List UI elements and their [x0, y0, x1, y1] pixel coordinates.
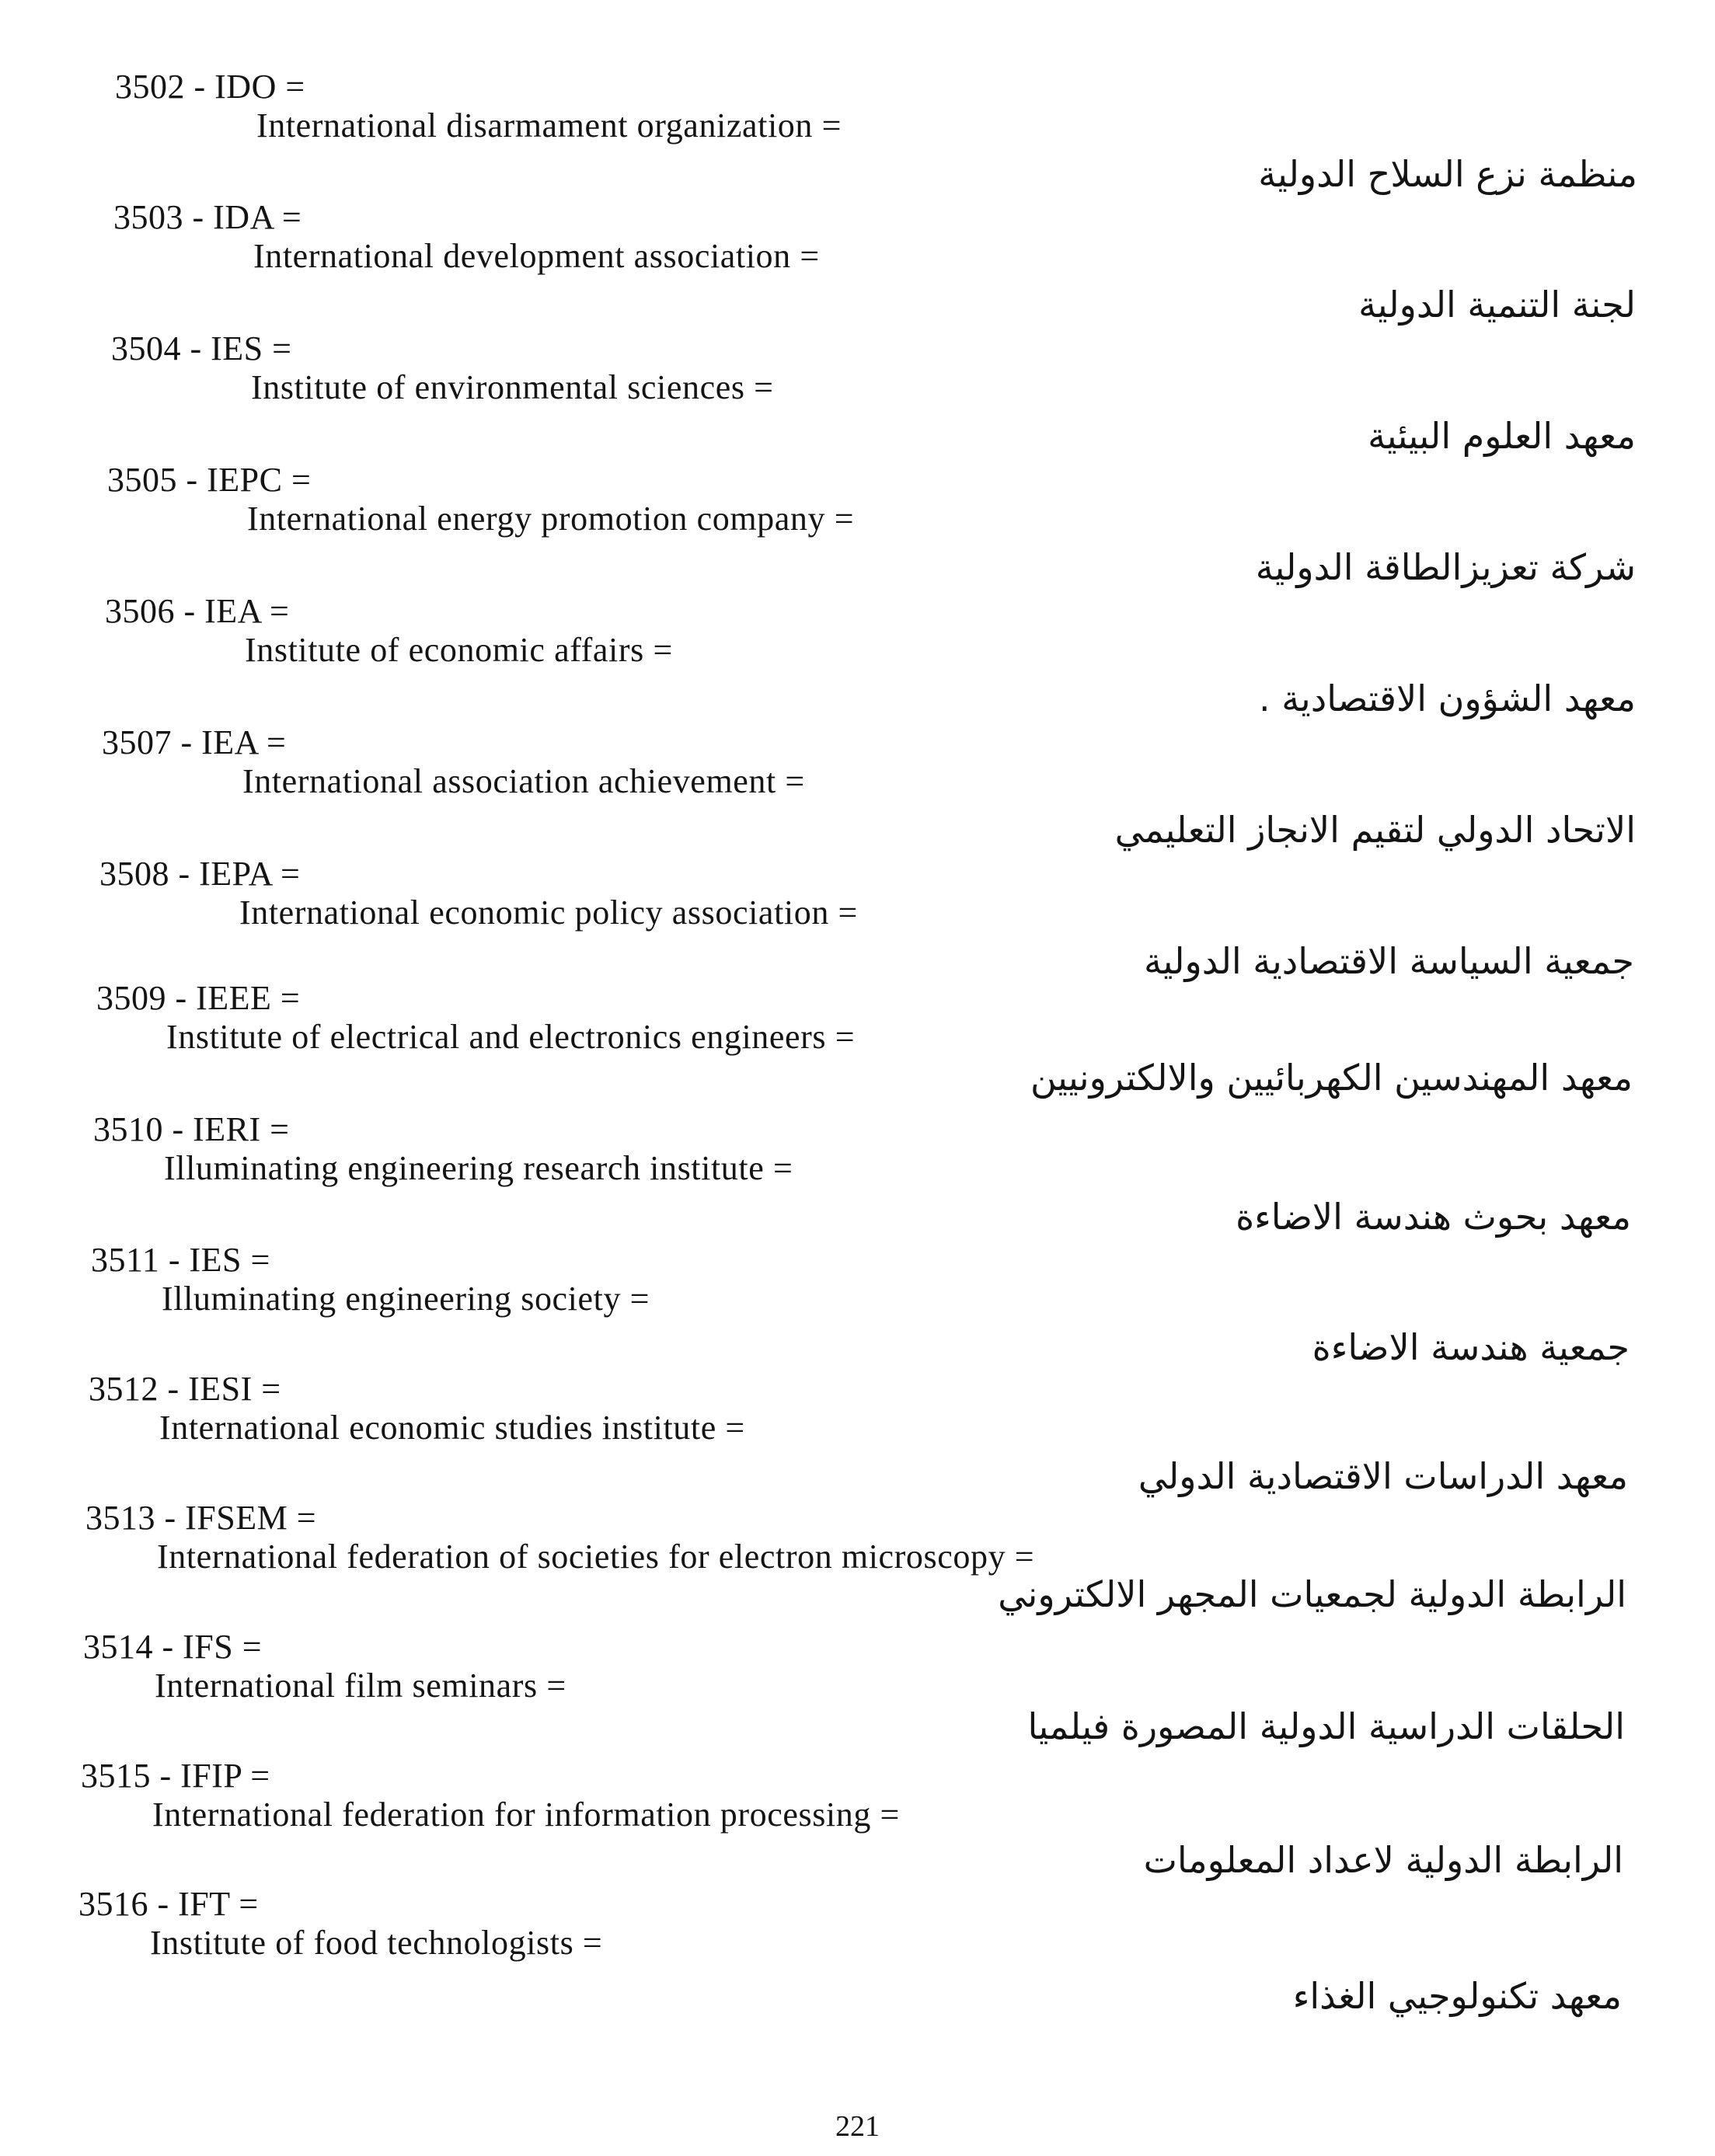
entry-head: 3508 - IEPA =: [99, 855, 301, 893]
entry-arabic: لجنة التنمية الدولية: [1358, 284, 1636, 326]
entry-head: 3507 - IEA =: [102, 723, 287, 761]
entry-english: International development association =: [253, 237, 820, 275]
entry-head: 3505 - IEPC =: [107, 461, 312, 499]
entry-head: 3510 - IERI =: [93, 1110, 290, 1148]
entry-arabic: منظمة نزع السلاح الدولية: [1258, 153, 1637, 195]
entry-3515: [0, 1756, 1715, 1886]
entry-english: Institute of economic affairs =: [245, 631, 673, 669]
entry-english: International disarmament organization =: [256, 106, 842, 145]
entry-english: Institute of food technologists =: [150, 1924, 603, 1962]
entry-head: 3513 - IFSEM =: [85, 1499, 317, 1537]
entry-arabic: جمعية السياسة الاقتصادية الدولية: [1143, 940, 1634, 982]
entry-3511: [0, 1240, 1715, 1371]
entry-english: International federation of societies for electron microscopy =: [157, 1538, 1035, 1576]
entry-3509: [0, 978, 1715, 1109]
entry-arabic: معهد الشؤون الاقتصادية .: [1259, 677, 1636, 719]
entry-head: 3514 - IFS =: [83, 1628, 263, 1666]
entry-head: 3515 - IFIP =: [81, 1757, 270, 1795]
entry-english: Illuminating engineering research institute =: [164, 1149, 793, 1187]
entry-head: 3509 - IEEE =: [96, 979, 301, 1017]
entry-3502: [0, 67, 1715, 197]
entry-3507: [0, 723, 1715, 853]
entry-english: International film seminars =: [155, 1667, 566, 1705]
entry-head: 3512 - IESI =: [89, 1370, 281, 1408]
entry-english: Institute of electrical and electronics engineers =: [166, 1018, 856, 1056]
page-number: 221: [835, 2110, 880, 2143]
entry-head: 3503 - IDA =: [113, 198, 302, 236]
entry-head: 3506 - IEA =: [105, 592, 290, 630]
entry-arabic: الاتحاد الدولي لتقيم الانجاز التعليمي: [1114, 809, 1636, 851]
entry-english: Institute of environmental sciences =: [251, 368, 774, 406]
entry-arabic: معهد المهندسين الكهربائيين والالكترونيين: [1030, 1057, 1633, 1099]
entry-english: International economic policy association =: [239, 893, 858, 932]
entry-english: International economic studies institute =: [159, 1409, 745, 1447]
entry-3504: [0, 329, 1715, 459]
entry-3516: [0, 1884, 1715, 2015]
entry-arabic: الرابطة الدولية لجمعيات المجهر الالكتروني: [998, 1573, 1626, 1615]
entry-english: Illuminating engineering society =: [162, 1280, 650, 1318]
entry-english: International energy promotion company =: [247, 500, 855, 538]
entry-3510: [0, 1109, 1715, 1240]
entry-english: International federation for information processing =: [152, 1796, 900, 1834]
entry-3508: [0, 854, 1715, 984]
entry-arabic: الرابطة الدولية لاعداد المعلومات: [1143, 1839, 1623, 1881]
entry-arabic: جمعية هندسة الاضاءة: [1312, 1326, 1630, 1368]
entry-arabic: معهد بحوث هندسة الاضاءة: [1236, 1196, 1631, 1238]
entry-arabic: الحلقات الدراسية الدولية المصورة فيلميا: [1027, 1705, 1625, 1747]
entry-3503: [0, 197, 1715, 328]
entry-3505: [0, 460, 1715, 590]
entry-arabic: معهد تكنولوجيي الغذاء: [1292, 1975, 1622, 2017]
entry-head: 3502 - IDO =: [115, 68, 305, 106]
entry-arabic: معهد العلوم البيئية: [1368, 415, 1636, 457]
entry-head: 3516 - IFT =: [78, 1885, 259, 1923]
entry-3514: [0, 1627, 1715, 1757]
entry-arabic: شركة تعزيزالطاقة الدولية: [1255, 546, 1636, 588]
entry-head: 3511 - IES =: [91, 1241, 270, 1279]
entry-head: 3504 - IES =: [111, 329, 292, 367]
entry-3512: [0, 1369, 1715, 1499]
entry-3506: [0, 591, 1715, 722]
entry-3513: [0, 1498, 1715, 1628]
entry-arabic: معهد الدراسات الاقتصادية الدولي: [1138, 1455, 1628, 1497]
entry-english: International association achievement =: [242, 762, 805, 800]
